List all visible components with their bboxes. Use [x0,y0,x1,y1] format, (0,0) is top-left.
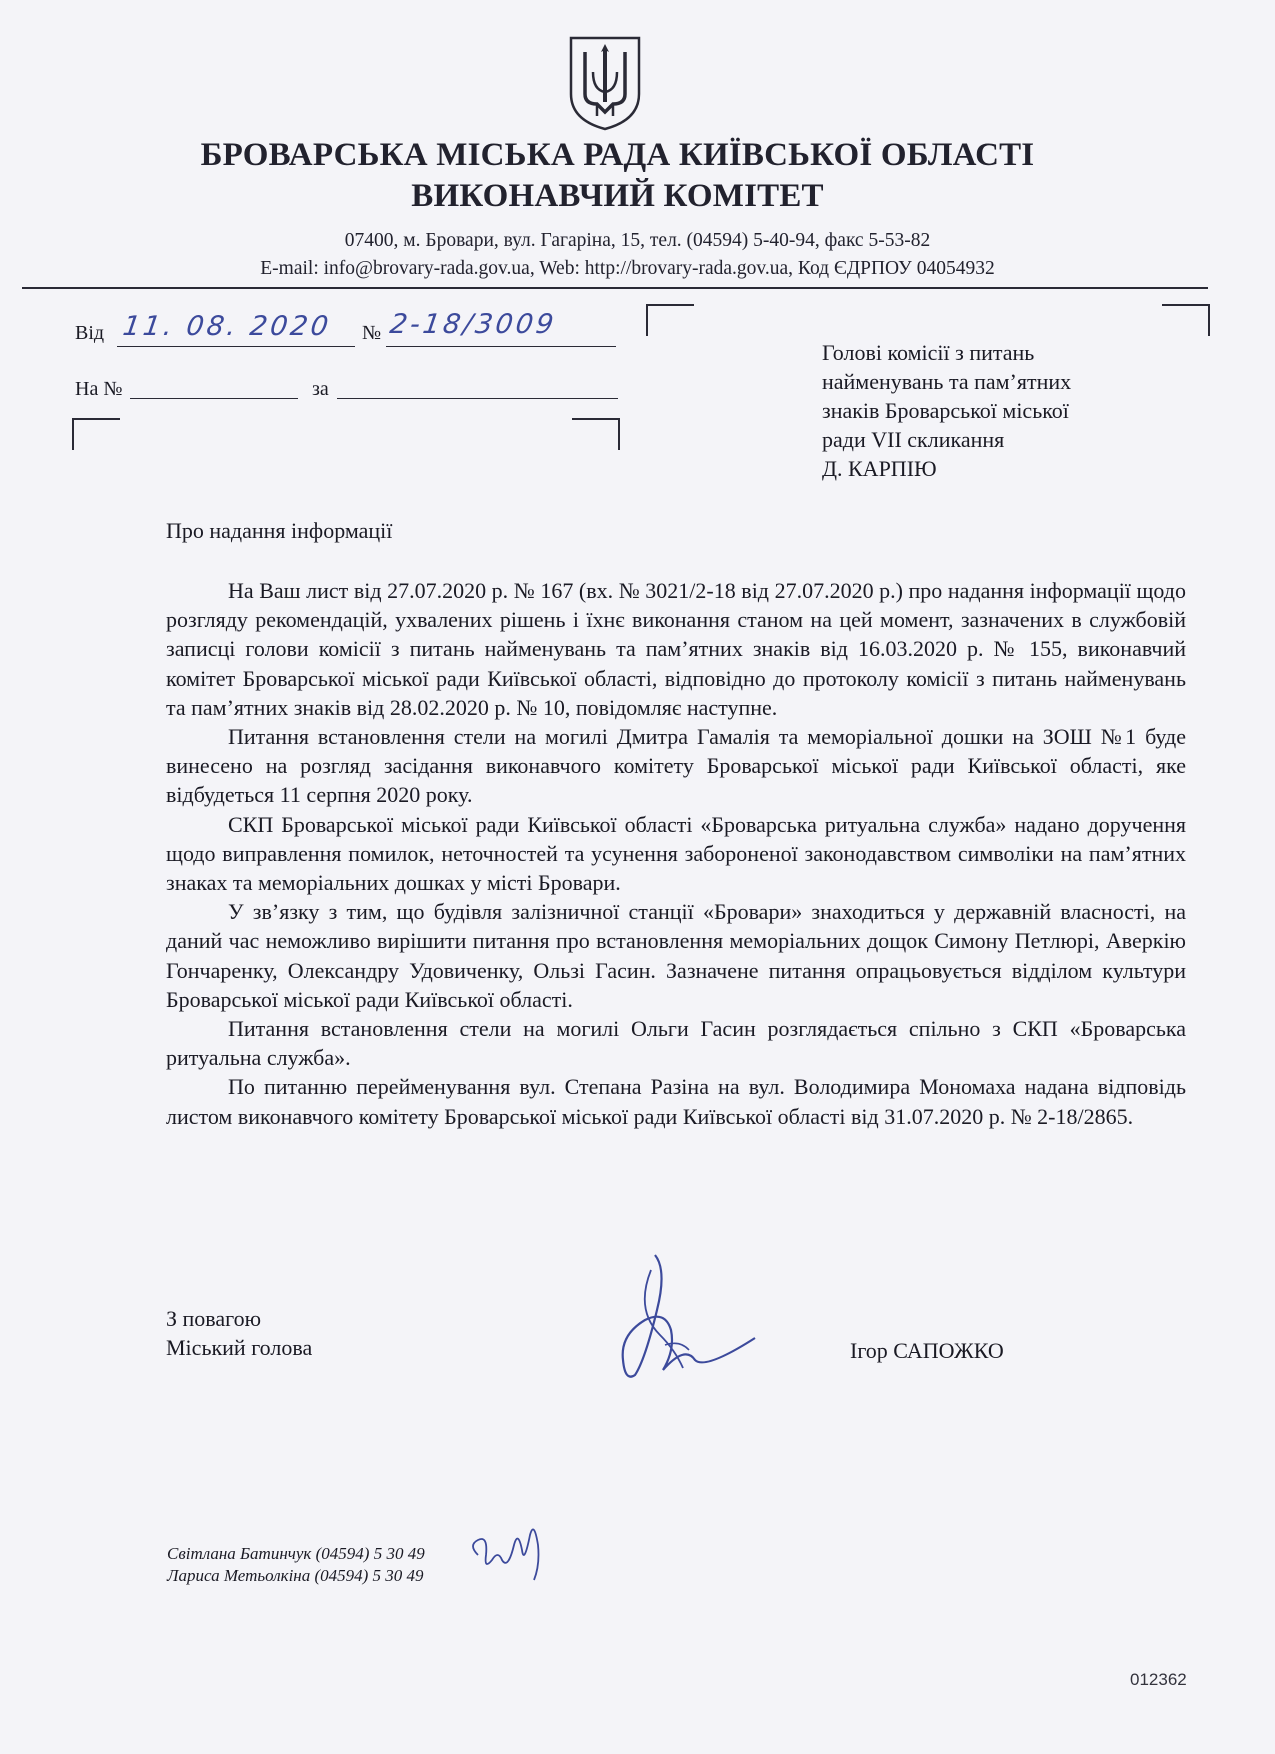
executor-signature [468,1515,548,1585]
subject-corner-left [72,418,120,450]
addressee-line: ради VII скликання [822,427,1005,452]
signer-name: Ігор САПОЖКО [850,1338,1004,1363]
org-title-line2: ВИКОНАВЧИЙ КОМІТЕТ [411,178,824,214]
outgoing-date-field [117,311,355,347]
header-divider [22,287,1208,289]
incoming-date-label: за [312,378,329,400]
coat-of-arms-emblem [565,32,645,132]
contact-web-email: E-mail: info@brovary-rada.gov.ua, Web: http://brovary-rada.gov.ua, Код ЄДРПОУ 04054932 [260,258,995,279]
addressee-line: знаків Броварської міської [822,398,1069,423]
outgoing-date-value: 11. 08. 2020 [120,311,334,342]
outgoing-number-value: 2-18/3009 [387,309,559,340]
body-paragraph: СКП Броварської міської ради Київської області «Броварська ритуальна служба» надано доручення щодо виправлення помилок, неточностей та усунення забороненої законодавством символіки на пам’ятних знаках та меморіальних дошках у місті Бровари. [166,811,1186,896]
org-title-line1: БРОВАРСЬКА МІСЬКА РАДА КИЇВСЬКОЇ ОБЛАСТІ [200,137,1035,173]
closing-position: Міський голова [166,1335,313,1360]
frame-corner-top-left [646,304,694,336]
outgoing-number-label: № [362,322,382,344]
closing-regards: З повагою [166,1306,262,1331]
body-paragraph: Питання встановлення стели на могилі Дмитра Гамалія та меморіальної дошки на ЗОШ №1 буде винесено на розгляд засідання виконавчого комітету Броварської міської ради Київської області, яке відбудеться 11 серпня 2020 року. [166,724,1186,808]
executors-block [167,1543,425,1587]
contact-address: 07400, м. Бровари, вул. Гагаріна, 15, тел. (04594) 5-40-94, факс 5-53-82 [344,230,931,251]
executor-line: Світлана Батинчук (04594) 5 30 49 [167,1544,425,1563]
executor-line: Лариса Метьолкіна (04594) 5 30 49 [167,1566,424,1585]
letter-body [166,576,1186,1131]
addressee-line: Д. КАРПІЮ [822,456,937,481]
incoming-number-field [130,372,298,399]
subject-line: Про надання інформації [166,518,393,543]
outgoing-date-label: Від [75,322,105,344]
frame-corner-top-right [1162,304,1210,336]
document-serial-number: 012362 [1130,1670,1187,1689]
incoming-date-field [337,372,618,399]
addressee-line: Голові комісії з питань [822,340,1035,365]
subject-corner-right [572,418,620,450]
body-paragraph: Питання встановлення стели на могилі Ольги Гасин розглядається спільно з СКП «Броварська ритуальна служба». [166,1016,1186,1071]
outgoing-number-field [386,309,616,347]
addressee-block [822,338,1222,483]
addressee-line: найменувань та пам’ятних [822,369,1072,394]
closing-block [166,1304,312,1362]
body-paragraph: На Ваш лист від 27.07.2020 р. № 167 (вх. № 3021/2-18 від 27.07.2020 р.) про надання інформації щодо розгляду рекомендацій, ухвалених рішень і їхнє виконання станом на цей момент, зазначених в службовій записці голови комісії з питань найменувань та пам’ятних знаків від 16.03.2020 р. № 155, виконавчий комітет Броварської міської ради Київської області, відповідно до протоколу комісії з питань найменувань та пам’ятних знаків від 28.02.2020 р. № 10, повідомляє наступне. [166,578,1186,720]
mayor-signature [605,1250,765,1390]
body-paragraph: У зв’язку з тим, що будівля залізничної станції «Бровари» знаходиться у державній власності, на даний час неможливо вирішити питання про встановлення меморіальних дощок Симону Петлюрі, Аверкію Гончаренку, Олександру Удовиченку, Ользі Гасин. Зазначене питання опрацьовується відділом культури Броварської міської ради Київської області. [166,899,1186,1012]
incoming-number-label: На № [75,378,123,400]
body-paragraph: По питанню перейменування вул. Степана Разіна на вул. Володимира Мономаха надана відповідь листом виконавчого комітету Броварської міської ради Київської області від 31.07.2020 р. № 2-18/2865. [166,1074,1186,1129]
